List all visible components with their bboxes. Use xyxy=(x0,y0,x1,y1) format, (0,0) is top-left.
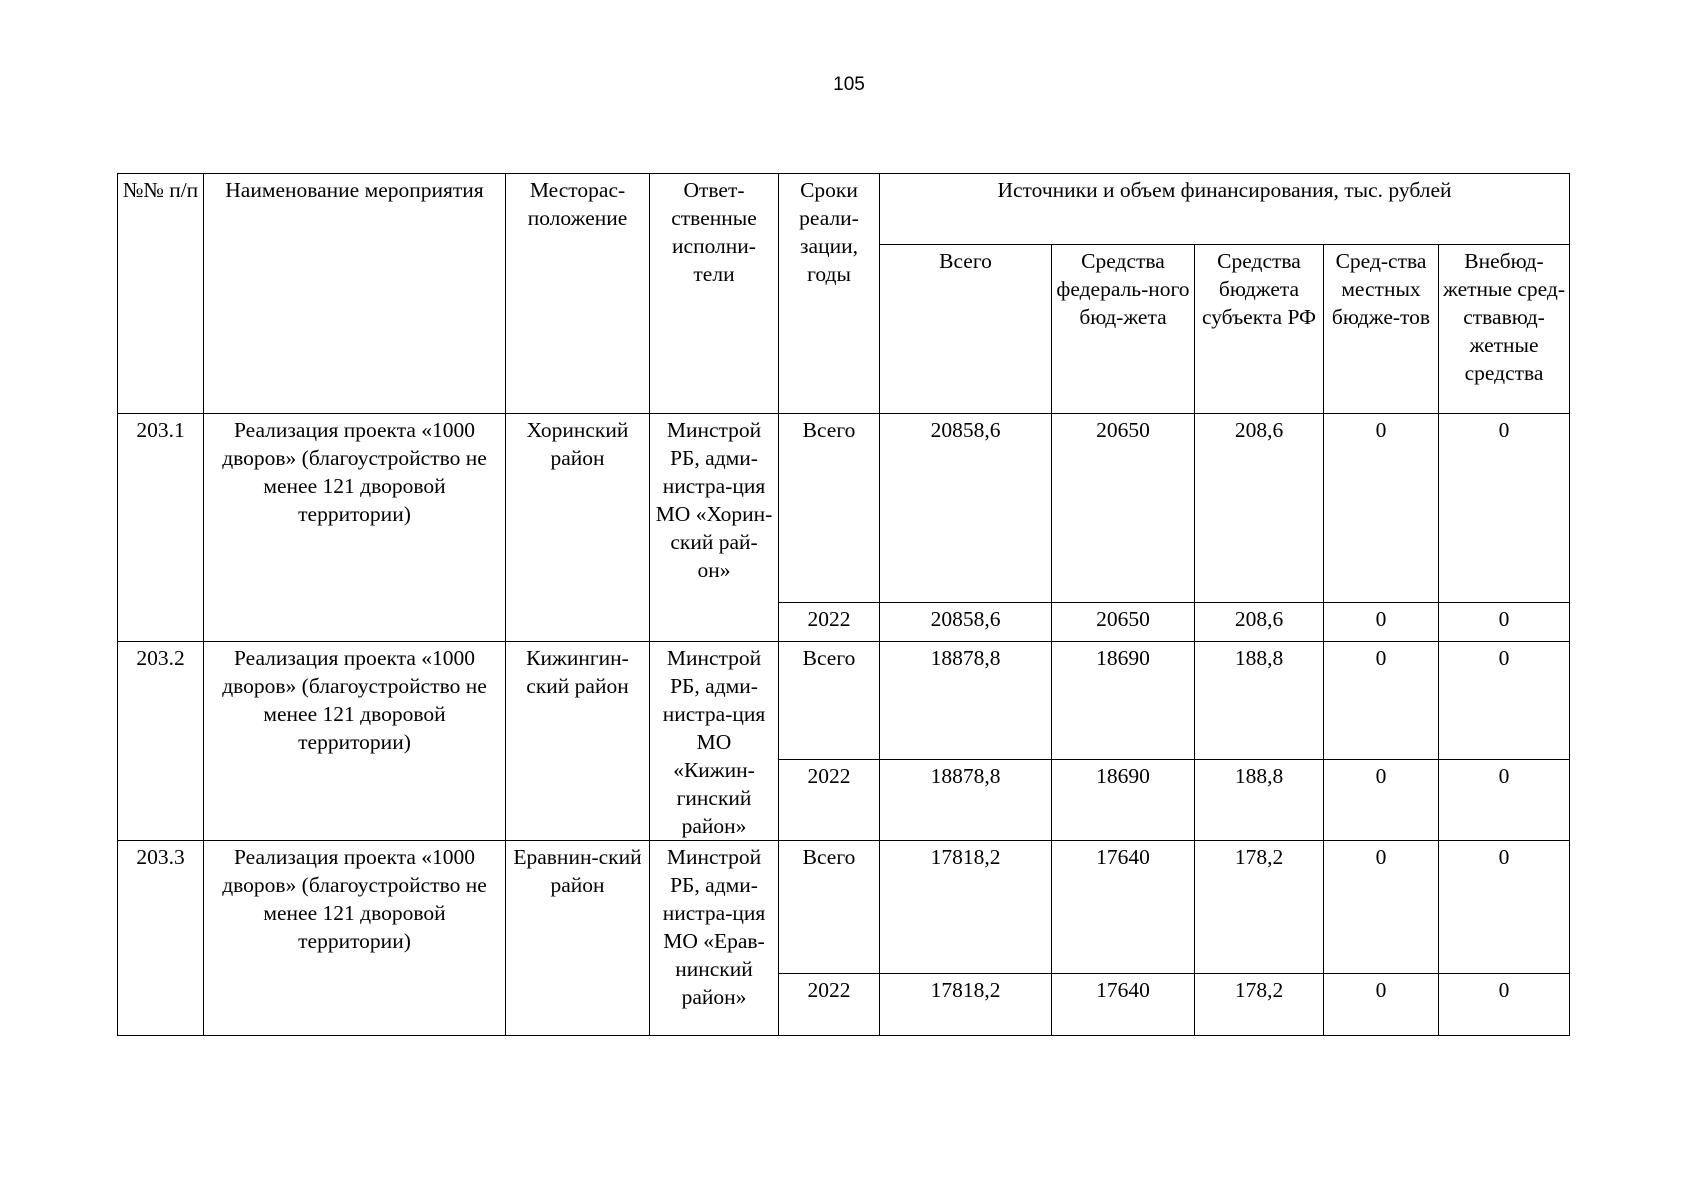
row-extra: 0 xyxy=(1439,642,1570,760)
row-extra: 0 xyxy=(1439,974,1570,1036)
row-total: 18878,8 xyxy=(880,642,1052,760)
row-total: 20858,6 xyxy=(880,414,1052,603)
row-term: Всего xyxy=(779,414,880,603)
row-local: 0 xyxy=(1324,603,1439,642)
row-name: Реализация проекта «1000 дворов» (благоустройство не менее 121 дворовой территории) xyxy=(204,414,506,642)
row-term: 2022 xyxy=(779,974,880,1036)
row-regional: 208,6 xyxy=(1195,603,1324,642)
row-local: 0 xyxy=(1324,414,1439,603)
row-executors: Минстрой РБ, адми-нистра-ция МО «Кижин-гинский район» xyxy=(650,642,779,841)
row-total: 17818,2 xyxy=(880,974,1052,1036)
row-extra: 0 xyxy=(1439,841,1570,974)
header-financing: Источники и объем финансирования, тыс. рублей xyxy=(880,174,1570,245)
row-federal: 20650 xyxy=(1052,414,1195,603)
row-regional: 178,2 xyxy=(1195,841,1324,974)
header-extra: Внебюд-жетные сред-ствавюд-жетные средства xyxy=(1439,245,1570,414)
financing-table xyxy=(117,173,1570,1036)
row-total: 20858,6 xyxy=(880,603,1052,642)
row-extra: 0 xyxy=(1439,760,1570,841)
row-federal: 18690 xyxy=(1052,760,1195,841)
row-federal: 17640 xyxy=(1052,841,1195,974)
row-name: Реализация проекта «1000 дворов» (благоустройство не менее 121 дворовой территории) xyxy=(204,841,506,1036)
header-location: Местораc-положение xyxy=(506,174,650,414)
row-federal: 20650 xyxy=(1052,603,1195,642)
header-num: №№ п/п xyxy=(118,174,204,414)
row-location: Еравнин-ский район xyxy=(506,841,650,1036)
page-number: 105 xyxy=(833,74,865,95)
row-term: 2022 xyxy=(779,760,880,841)
table-row xyxy=(118,841,1570,974)
row-num: 203.1 xyxy=(118,414,204,642)
row-extra: 0 xyxy=(1439,414,1570,603)
row-term: 2022 xyxy=(779,603,880,642)
row-location: Кижингин-ский район xyxy=(506,642,650,841)
row-name: Реализация проекта «1000 дворов» (благоустройство не менее 121 дворовой территории) xyxy=(204,642,506,841)
row-local: 0 xyxy=(1324,760,1439,841)
header-total: Всего xyxy=(880,245,1052,414)
row-executors: Минстрой РБ, адми-нистра-ция МО «Ерав-нинский район» xyxy=(650,841,779,1036)
header-federal: Средства федераль-ного бюд-жета xyxy=(1052,245,1195,414)
header-terms: Сроки реали-зации, годы xyxy=(779,174,880,414)
row-executors: Минстрой РБ, адми-нистра-ция МО «Хорин-ский рай-он» xyxy=(650,414,779,642)
table-row xyxy=(118,642,1570,760)
row-num: 203.2 xyxy=(118,642,204,841)
table-row xyxy=(118,414,1570,603)
row-num: 203.3 xyxy=(118,841,204,1036)
row-federal: 18690 xyxy=(1052,642,1195,760)
row-regional: 188,8 xyxy=(1195,760,1324,841)
header-local: Сред-ства местных бюдже-тов xyxy=(1324,245,1439,414)
header-executors: Ответ-ственные исполни-тели xyxy=(650,174,779,414)
header-regional: Средства бюджета субъекта РФ xyxy=(1195,245,1324,414)
row-extra: 0 xyxy=(1439,603,1570,642)
row-local: 0 xyxy=(1324,974,1439,1036)
row-term: Всего xyxy=(779,642,880,760)
row-regional: 188,8 xyxy=(1195,642,1324,760)
header-name: Наименование мероприятия xyxy=(204,174,506,414)
row-local: 0 xyxy=(1324,841,1439,974)
row-regional: 208,6 xyxy=(1195,414,1324,603)
row-regional: 178,2 xyxy=(1195,974,1324,1036)
header-row xyxy=(118,174,1570,245)
row-federal: 17640 xyxy=(1052,974,1195,1036)
row-local: 0 xyxy=(1324,642,1439,760)
row-location: Хоринский район xyxy=(506,414,650,642)
row-total: 17818,2 xyxy=(880,841,1052,974)
row-total: 18878,8 xyxy=(880,760,1052,841)
row-term: Всего xyxy=(779,841,880,974)
